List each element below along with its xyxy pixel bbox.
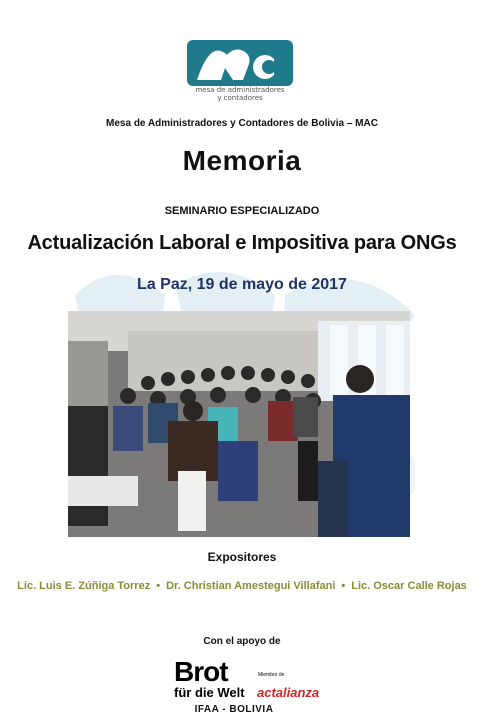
sponsor-line2: für die Welt xyxy=(174,685,245,700)
speaker-2: Dr. Christian Amestegui Villafani xyxy=(166,580,336,592)
event-date: La Paz, 19 de mayo de 2017 xyxy=(137,276,347,293)
separator-dot: • xyxy=(156,580,161,592)
sponsor-logo xyxy=(174,656,320,722)
organization-name: Mesa de Administradores y Contadores de Bolivia – MAC xyxy=(106,118,378,129)
logo-tagline xyxy=(187,86,293,102)
logo-tagline-line2: y contadores xyxy=(217,94,263,102)
sponsor-brand: Brot xyxy=(174,656,228,687)
logo-tagline-line1: mesa de administradores xyxy=(195,86,285,94)
seminar-title: Actualización Laboral e Impositiva para ONGs xyxy=(27,232,457,254)
seminar-label: SEMINARIO ESPECIALIZADO xyxy=(164,205,320,217)
sponsor-alliance: actalianza xyxy=(257,685,320,700)
separator-dot: • xyxy=(341,580,346,592)
page-title: Memoria xyxy=(182,145,302,176)
sponsor-member-note: Miembro de xyxy=(258,672,285,678)
seminar-photo xyxy=(68,311,410,537)
speaker-1: Lic. Luis E. Zúñiga Torrez xyxy=(17,580,151,592)
support-label: Con el apoyo de xyxy=(203,636,281,647)
speakers-heading: Expositores xyxy=(207,550,277,564)
speaker-3: Lic. Oscar Calle Rojas xyxy=(351,580,467,592)
speakers-list xyxy=(0,580,484,592)
sponsor-footer: IFAA - BOLIVIA xyxy=(194,704,274,715)
